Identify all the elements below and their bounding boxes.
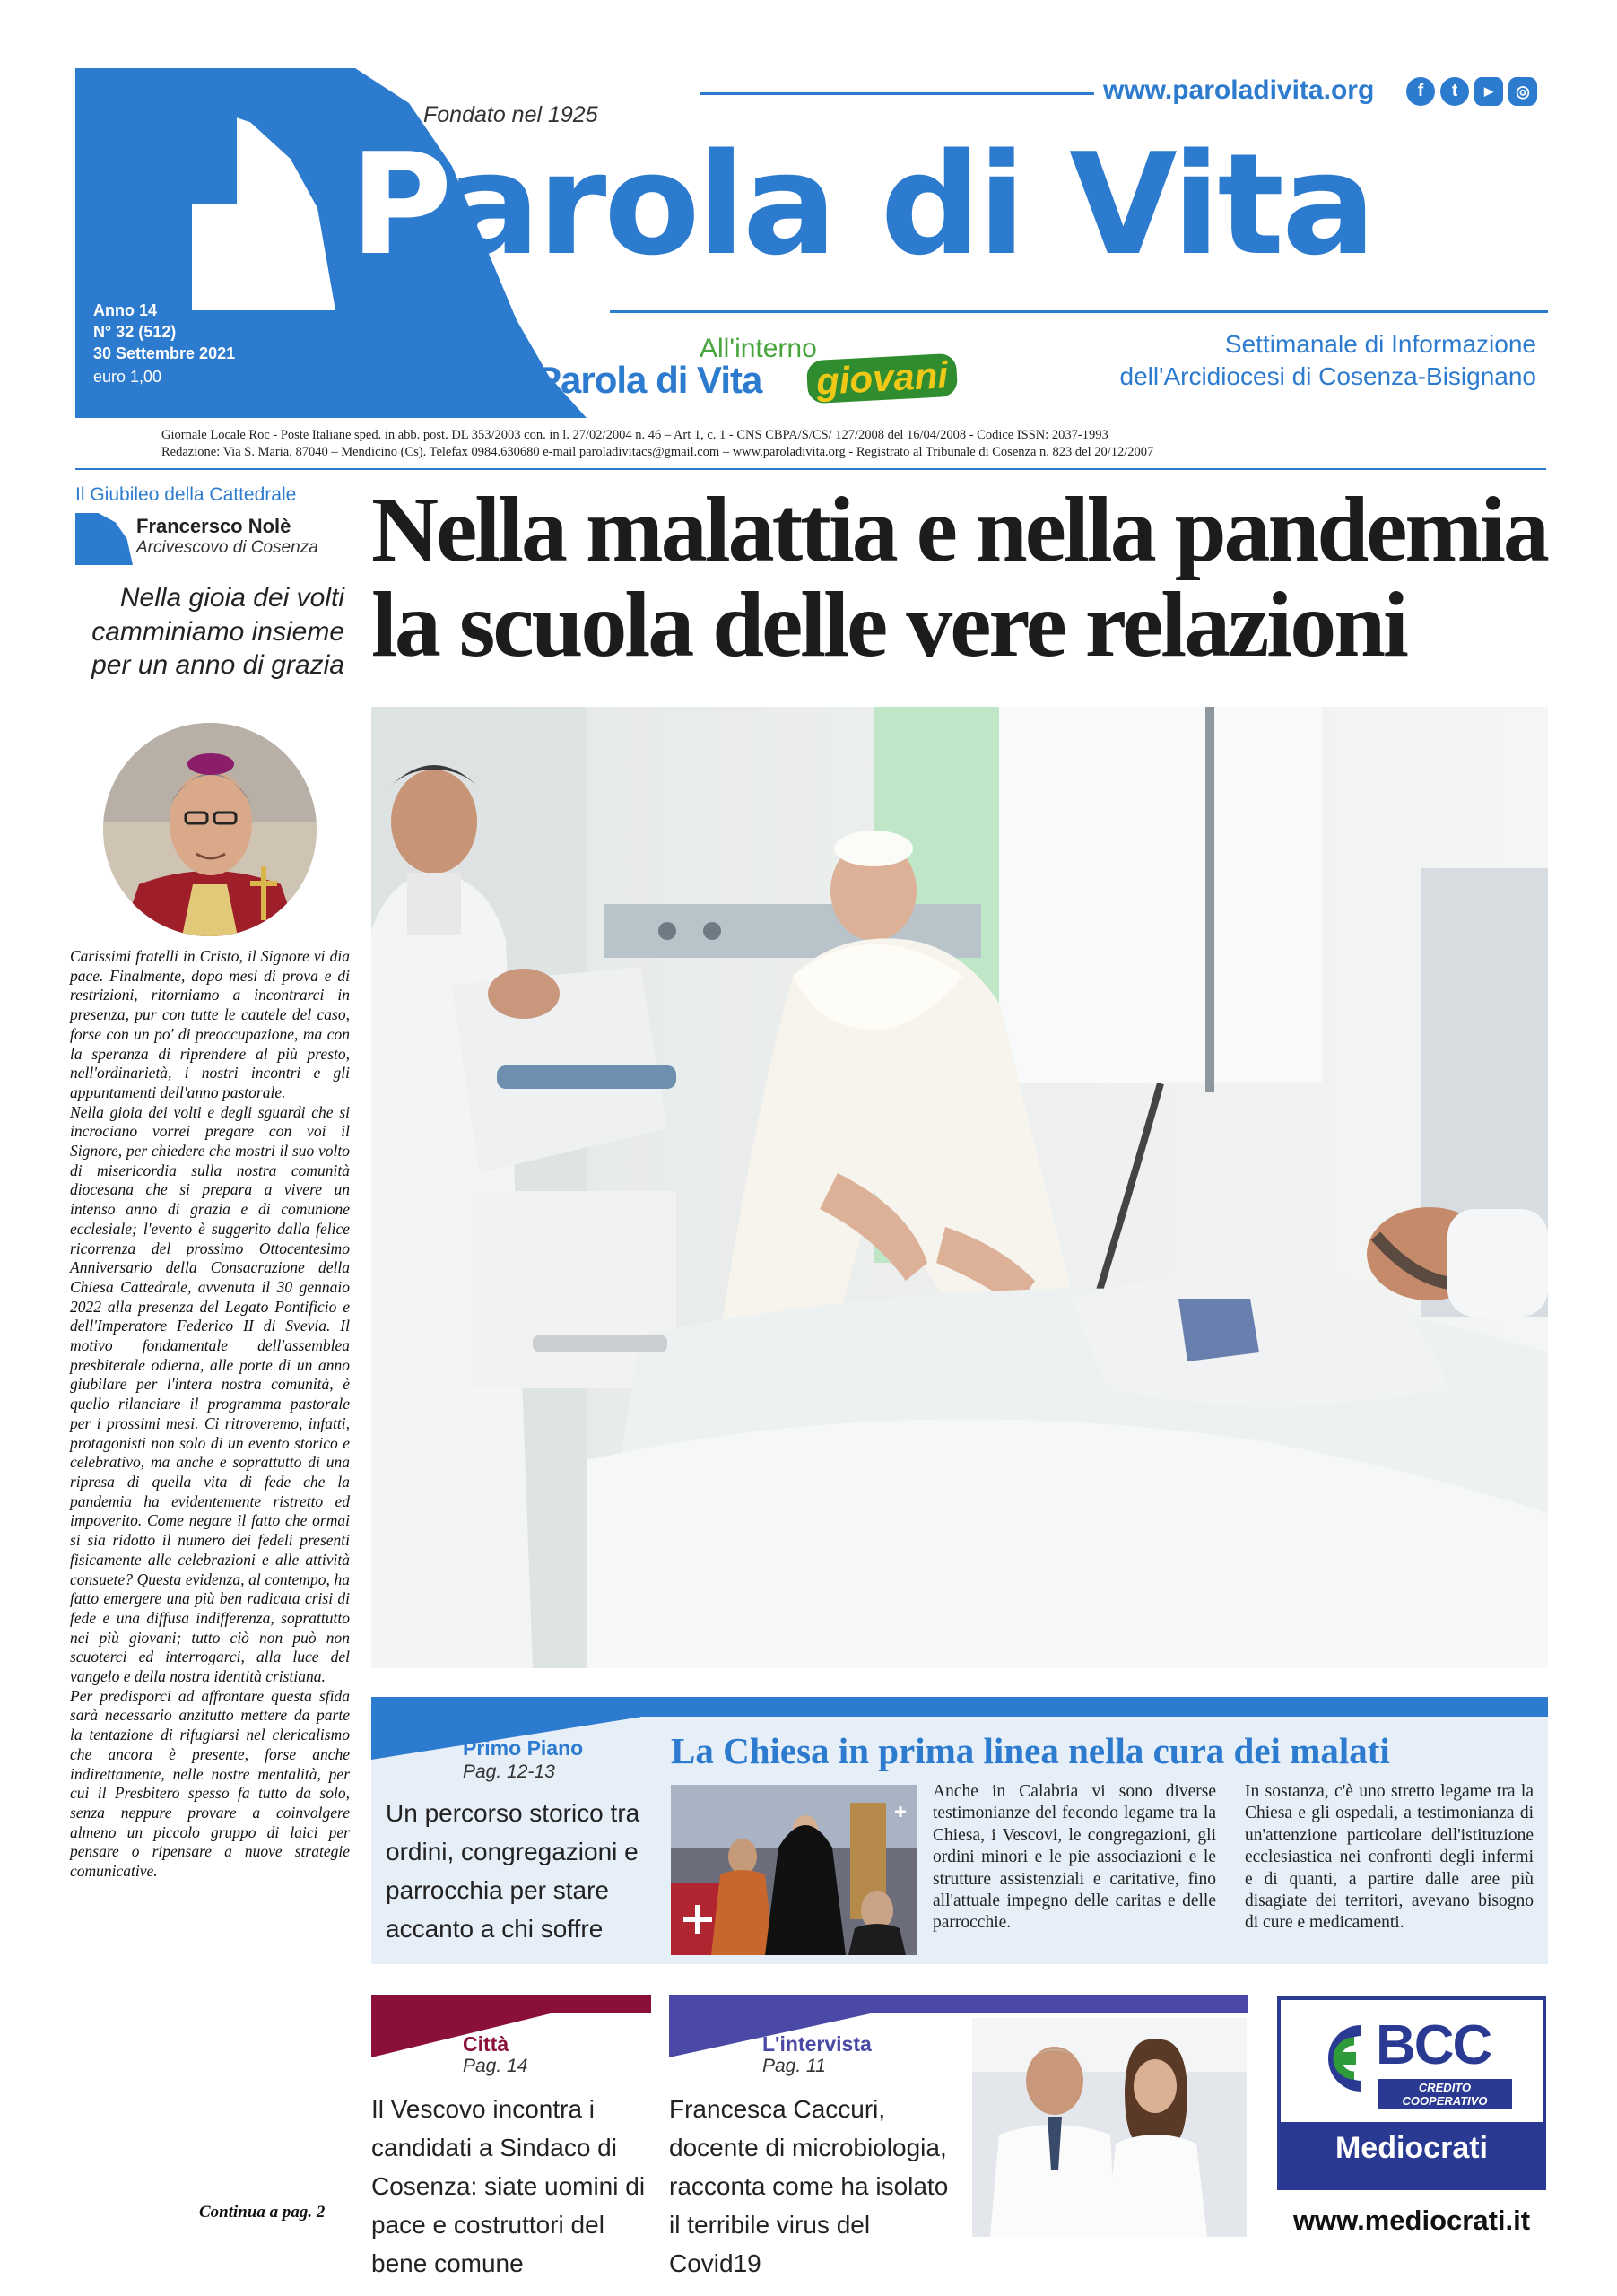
primo-piano-title[interactable]: La Chiesa in prima linea nella cura dei malati [671,1730,1390,1771]
quote-line-2: camminiamo insieme [91,616,344,647]
saints-painting-drawing [671,1785,917,1955]
header-separator [75,468,1546,470]
bcc-logo-icon [1311,2018,1374,2103]
quote-line-1: Nella gioia dei volti [119,583,344,613]
logo-p-stem [111,106,192,310]
masthead-rule [610,310,1548,313]
editorial-paragraph-3: Per predisporci ad affrontare questa sfida sarà necessario anzitutto mettere da parte la tentazione di rifugiarsi nel clericalismo che ancora è presente, forse anche indirettamente, nelle nostre mentalità, per cui il Presbitero spesso fa tutto da solo, senza neppure provare a coinvolgere almeno un piccolo gruppo di laici per pensare o ripensare a nuove strategie comunicative. [70,1686,350,1881]
bcc-name: Mediocrati [1334,2131,1489,2165]
citta-page: Pag. 14 [463,2056,528,2076]
archbishop-portrait [103,723,317,936]
interview-photo [972,2018,1247,2237]
bcc-logo-drawing [1311,2018,1374,2099]
editorial-quote[interactable] [75,581,344,683]
title-first-letter: P [350,123,447,286]
main-photo-drawing [371,707,1548,1668]
inside-label: All'interno [700,334,817,363]
twitter-icon[interactable]: t [1440,77,1469,106]
continue-link[interactable]: Continua a pag. 2 [199,2203,326,2222]
facebook-icon[interactable]: f [1406,77,1435,106]
intervista-label[interactable]: L'intervista [762,2032,872,2056]
legal-line-2: Redazione: Via S. Maria, 87040 – Mendicino (Cs). Telefax 0984.630680 e-mail paroladivitacs@gmail.com – www.paroladivita.org - Registrato al Tribunale di Cosenza n. 823 del 20/12/2007 [161,445,1154,459]
inside-supplement-suffix[interactable]: giovani [806,353,958,404]
quote-line-3: per un anno di grazia [91,650,344,680]
archbishop-portrait-drawing [103,723,317,936]
editorial-paragraph-2: Nella gioia dei volti e degli sguardi che si incrociano vorrei pregare con voi il Signore, per chiedere che mostri il suo volto di misericordia sulla nostra comunità diocesana che si prepara a vivere un intenso anno di grazia e di comunione ecclesiale; l'evento è suggerito dalla felice ricorrenza del prossimo Ottocentesimo Anniversario della Consacrazione della Chiesa Cattedrale, avvenuta il 30 gennaio 2022 alla presenza del Legato Pontificio e dell'Imperatore Federico II di Svevia. Il motivo fondamentale dell'assemblea presbiterale odierna, alle porte di un anno giubilare per l'intera nostra comunità, è quello rilanciare il programma pastorale per i prossimi mesi. Ci ritroveremo, infatti, protagonisti non solo di un evento storico e celebrativo, ma anche e soprattutto di una ripresa di quella vita di fede che la pandemia ha evidentemente ristretto ed impoverito. Come negare il fatto che ormai si sia ridotto il numero dei fedeli presenti fisicamente alle celebrazioni e alle attività consuete? Questa evidenza, al contempo, ha fatto emergere una più ben radicata crisi di fede e una diffusa indifferenza, soprattutto nei più giovani; tutto ciò non può non scuoterci ed interrogarci, alla luce del vangelo e della nostra identità cristiana. [70,1102,350,1686]
primo-piano-column-1: Anche in Calabria vi sono diverse testimonianze del fecondo legame tra la Chiesa, i Vescovi, le congregazioni, gli ordini minori e le pie associazioni e le strutture assistenziali e caritative, fino all'attuale impegno delle caritas e delle parrocchie. [933,1782,1216,1933]
issue-date: 30 Settembre 2021 [93,344,236,362]
website-link[interactable]: www.paroladivita.org [1103,75,1375,105]
primo-piano-page: Pag. 12-13 [463,1761,555,1782]
intervista-summary[interactable]: Francesca Caccuri, docente di microbiologia, racconta come ha isolato il terribile virus del Covid19 [669,2095,949,2277]
primo-piano-column-2: In sostanza, c'è uno stretto legame tra la Chiesa e gli ospedali, a testimonianza di un'attenzione particolare dell'istituzione ecclesiastica nei confronti degli infermi e di quanti, a partire dalle aree più disagiate dei territori, avevano bisogno di cure e medicamenti. [1245,1782,1534,1933]
citta-label[interactable]: Città [463,2032,509,2056]
bcc-logo-text: BCC [1376,2014,1491,2076]
main-headline[interactable] [371,478,1555,676]
main-photo[interactable] [371,707,1548,1668]
citta-summary[interactable]: Il Vescovo incontra i candidati a Sindaco di Cosenza: siate uomini di pace e costruttori del bene comune [371,2095,646,2277]
primo-piano-label[interactable]: Primo Piano [463,1736,584,1760]
headline-line-1: Nella malattia e nella pandemia [371,478,1547,581]
founded-text: Fondato nel 1925 [423,102,598,127]
author-logo-mark [75,513,133,565]
editorial-body[interactable] [70,947,350,1882]
masthead-top-rule [700,92,1094,95]
title-rest: arola di Vita [446,123,1374,286]
primo-piano-summary[interactable]: Un percorso storico tra ordini, congregazioni e parrocchia per stare accanto a chi soffre [386,1799,640,1943]
instagram-icon[interactable]: ◎ [1508,77,1537,106]
issue-price: euro 1,00 [93,368,162,386]
author-name: Francersco Nolè [136,515,291,537]
saints-painting [671,1785,917,1955]
advert-url[interactable]: www.mediocrati.it [1292,2205,1531,2236]
interview-photo-drawing [972,2018,1247,2237]
inside-supplement-title[interactable]: Parola di Vita [536,359,762,401]
editorial-kicker: Il Giubileo della Cattedrale [75,484,297,505]
citta-tab-shape [371,1995,551,2057]
editorial-paragraph-1: Carissimi fratelli in Cristo, il Signore vi dia pace. Finalmente, dopo mesi di prova e di restrizioni, ritorniamo a incontrarci in presenza, pur con tutte le cautele del caso, forse con un po' di preoccupazione, ma con la speranza di riprendere al più presto, nell'ordinarietà, i nostri incontri e gli appuntamenti dell'anno pastorale. [70,947,350,1101]
tagline-line-2: dell'Arcidiocesi di Cosenza-Bisignano [1119,362,1536,390]
headline-line-2: la scuola delle vere relazioni [371,573,1406,676]
youtube-icon[interactable]: ▶ [1474,77,1503,106]
intervista-page: Pag. 11 [762,2056,826,2076]
bcc-subtitle: CREDITO COOPERATIVO [1378,2079,1512,2109]
tagline-line-1: Settimanale di Informazione [1224,330,1536,358]
newspaper-title[interactable] [350,123,1374,286]
author-role: Arcivescovo di Cosenza [136,538,318,557]
logo-p-notch [192,106,237,204]
issue-number: N° 32 (512) [93,323,177,341]
issue-year: Anno 14 [93,301,158,319]
legal-line-1: Giornale Locale Roc - Poste Italiane sped. in abb. post. DL 353/2003 con. in l. 27/02/2004 n. 46 – Art 1, c. 1 - CNS CBPA/S/CS/ 127/2008 del 16/04/2008 - Codice ISSN: 2037-1993 [161,428,1108,442]
